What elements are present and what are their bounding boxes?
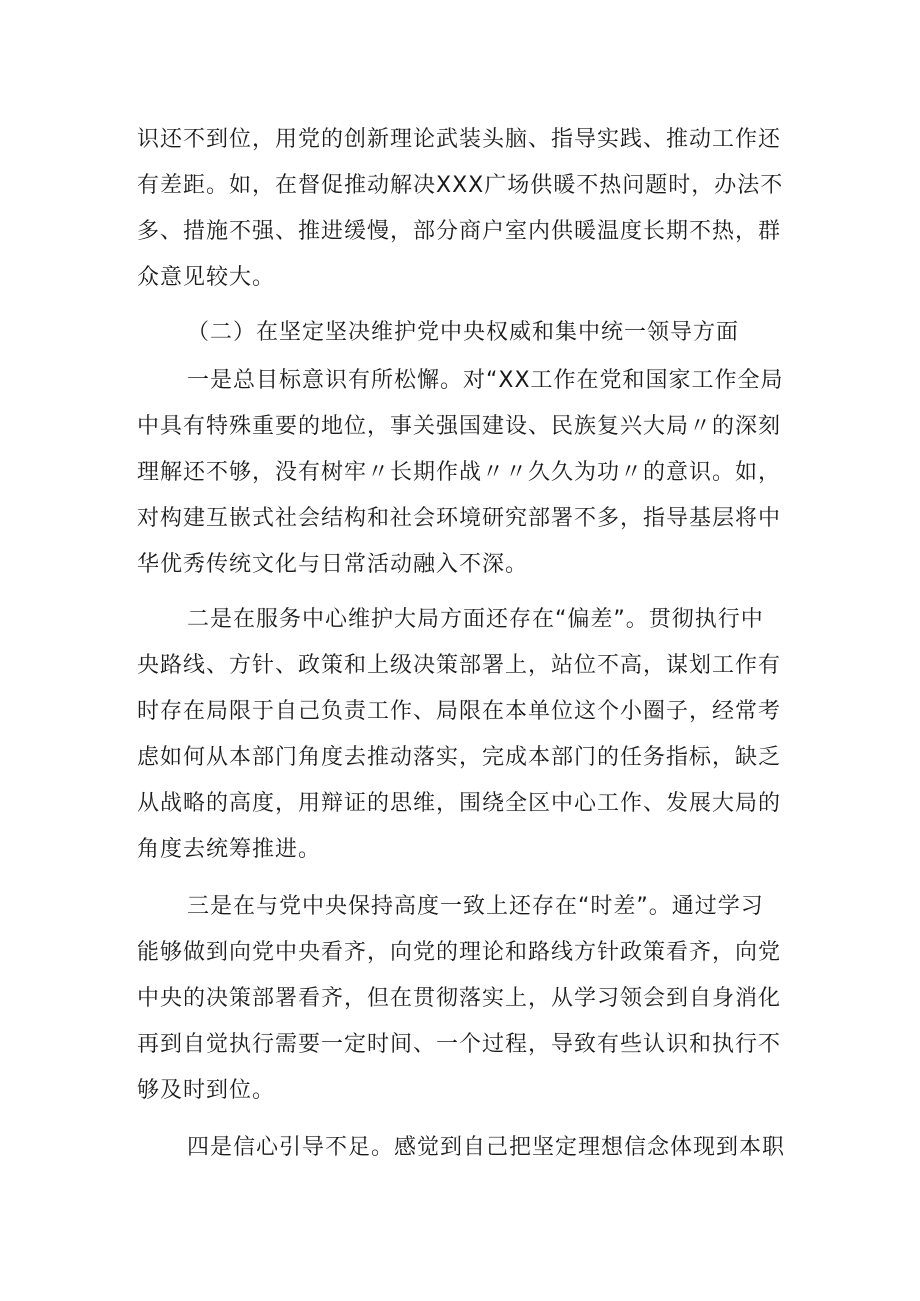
text-line-17: 三是在与党中央保持高度一致上还存在“时差”。通过学习 [187, 894, 764, 919]
text-line-1: 识还不到位，用党的创新理论武装头脑、指导实践、推动工作还 [137, 127, 782, 152]
text-line-20: 再到自觉执行需要一定时间、一个过程，导致有些认识和执行不 [137, 1032, 782, 1057]
text-line-14: 虑如何从本部门角度去推动落实，完成本部门的任务指标，缺乏 [137, 745, 782, 770]
text-line-16: 角度去统筹推进。 [137, 837, 322, 862]
section-heading: （二）在坚定坚决维护党中央权威和集中统一领导方面 [187, 320, 740, 345]
text-line-8: 理解还不够，没有树牢〃长期作战〃〃久久为功〃的意识。如， [137, 460, 782, 485]
text-line-3: 多、措施不强、推进缓慢，部分商户室内供暖温度长期不热，群 [137, 219, 782, 244]
text-line-10: 华优秀传统文化与日常活动融入不深。 [137, 552, 529, 577]
text-line-11: 二是在服务中心维护大局方面还存在“偏差”。贯彻执行中 [187, 607, 764, 632]
text-line-13: 时存在局限于自己负责工作、局限在本单位这个小圈子，经常考 [137, 699, 782, 724]
text-line-2: 有差距。如，在督促推动解决XXX广场供暖不热问题时，办法不 [137, 173, 784, 198]
text-line-18: 能够做到向党中央看齐，向党的理论和路线方针政策看齐，向党 [137, 940, 782, 965]
text-line-22: 四是信心引导不足。感觉到自己把坚定理想信念体现到本职 [187, 1135, 786, 1160]
text-line-12: 央路线、方针、政策和上级决策部署上，站位不高，谋划工作有 [137, 653, 782, 678]
text-line-6: 一是总目标意识有所松懈。对“XX工作在党和国家工作全局 [187, 368, 784, 393]
text-line-9: 对构建互嵌式社会结构和社会环境研究部署不多，指导基层将中 [137, 506, 782, 531]
text-line-21: 够及时到位。 [137, 1078, 276, 1103]
text-line-19: 中央的决策部署看齐，但在贯彻落实上，从学习领会到自身消化 [137, 986, 782, 1011]
text-line-7: 中具有特殊重要的地位，事关强国建设、民族复兴大局〃的深刻 [137, 414, 782, 439]
text-line-15: 从战略的高度，用辩证的思维，围绕全区中心工作、发展大局的 [137, 791, 782, 816]
text-line-4: 众意见较大。 [137, 265, 276, 290]
